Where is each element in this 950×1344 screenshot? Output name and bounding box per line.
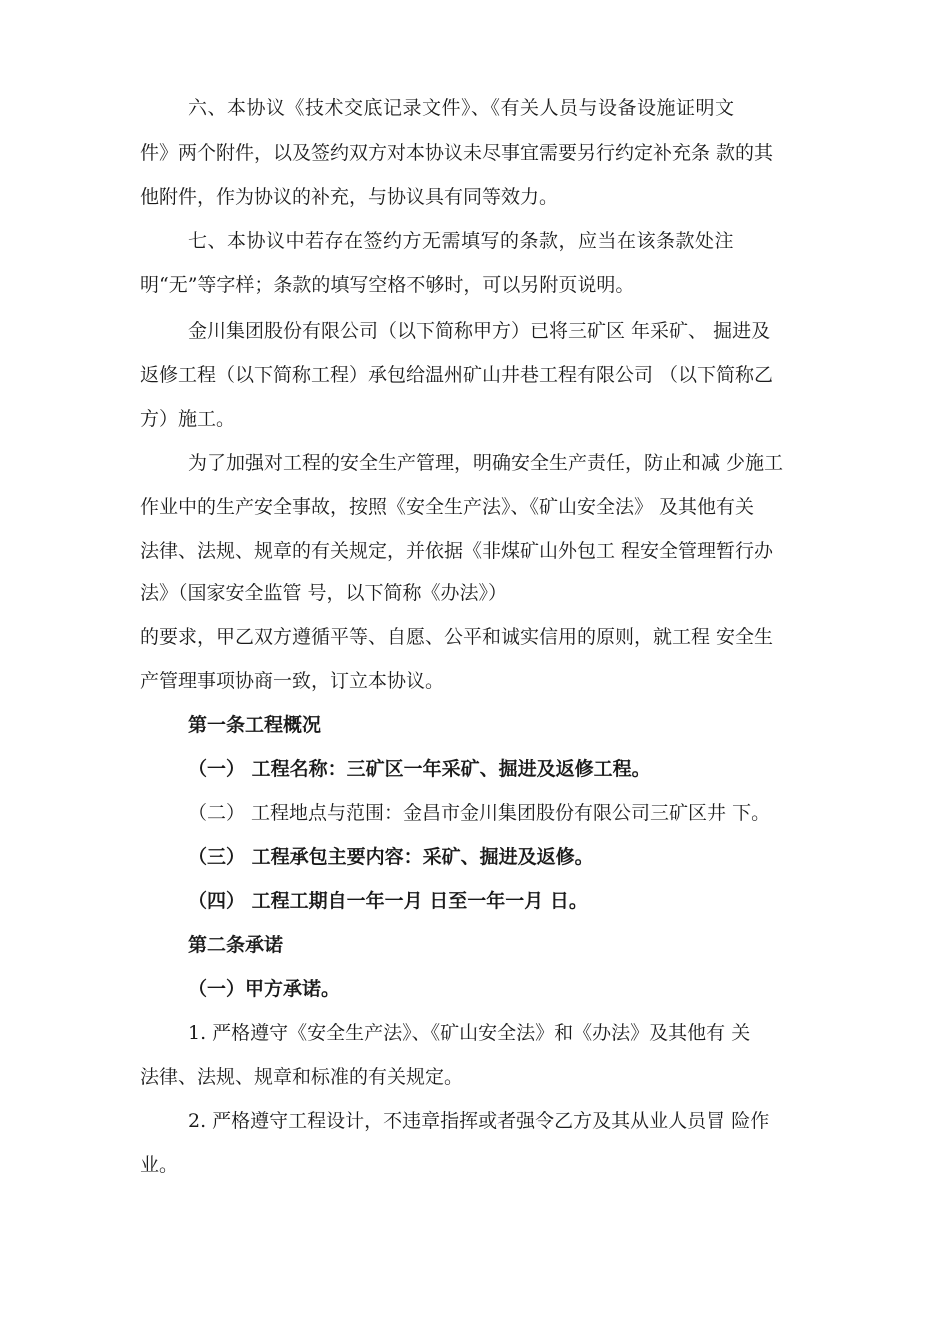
purpose-line-1: 为了加强对工程的安全生产管理，明确安全生产责任，防止和减 少施工 [188,452,784,474]
article-1-item-3: （三） 工程承包主要内容：采矿、掘进及返修。 [188,846,594,868]
commitment-2-line-2: 业。 [140,1154,179,1176]
paragraph-7-line-2: 明“无”等字样；条款的填写空格不够时，可以另附页说明。 [140,274,635,296]
article-1-item-2: （二） 工程地点与范围：金昌市金川集团股份有限公司三矿区井 下。 [188,802,771,824]
paragraph-6-line-2: 件》两个附件，以及签约双方对本协议未尽事宜需要另行约定补充条 款的其 [140,142,774,164]
purpose-line-2: 作业中的生产安全事故，按照《安全生产法》、《矿山安全法》 及其他有关 [140,496,755,518]
purpose-line-4: 法》（国家安全监管 号，以下简称《办法》） [140,582,508,604]
paragraph-6-line-3: 他附件，作为协议的补充，与协议具有同等效力。 [140,186,559,208]
commitment-1-line-2: 法律、法规、规章和标准的有关规定。 [140,1066,464,1088]
intro-line-3: 方）施工。 [140,408,236,430]
article-2-heading: 第二条承诺 [188,934,284,956]
article-2-party-a-heading: （一）甲方承诺。 [188,978,341,1000]
article-1-item-1: （一） 工程名称：三矿区一年采矿、掘进及返修工程。 [188,758,651,780]
purpose-line-3: 法律、法规、规章的有关规定，并依据《非煤矿山外包工 程安全管理暂行办 [140,540,774,562]
article-1-item-4: （四） 工程工期自一年一月 日至一年一月 日。 [188,890,588,912]
paragraph-7-line-1: 七、本协议中若存在签约方无需填写的条款，应当在该条款处注 [188,230,735,252]
article-1-heading: 第一条工程概况 [188,714,322,736]
commitment-1-line-1: 1. 严格遵守《安全生产法》、《矿山安全法》和《办法》及其他有 关 [188,1022,751,1044]
paragraph-6-line-1: 六、本协议《技术交底记录文件》、《有关人员与设备设施证明文 [188,97,735,119]
purpose-line-6: 产管理事项协商一致，订立本协议。 [140,670,445,692]
intro-line-2: 返修工程（以下简称工程）承包给温州矿山井巷工程有限公司 （以下简称乙 [140,364,774,386]
intro-line-1: 金川集团股份有限公司（以下简称甲方）已将三矿区 年采矿、 掘进及 [188,320,771,342]
purpose-line-5: 的要求，甲乙双方遵循平等、自愿、公平和诚实信用的原则，就工程 安全生 [140,626,774,648]
commitment-2-line-1: 2. 严格遵守工程设计，不违章指挥或者强令乙方及其从业人员冒 险作 [188,1110,770,1132]
